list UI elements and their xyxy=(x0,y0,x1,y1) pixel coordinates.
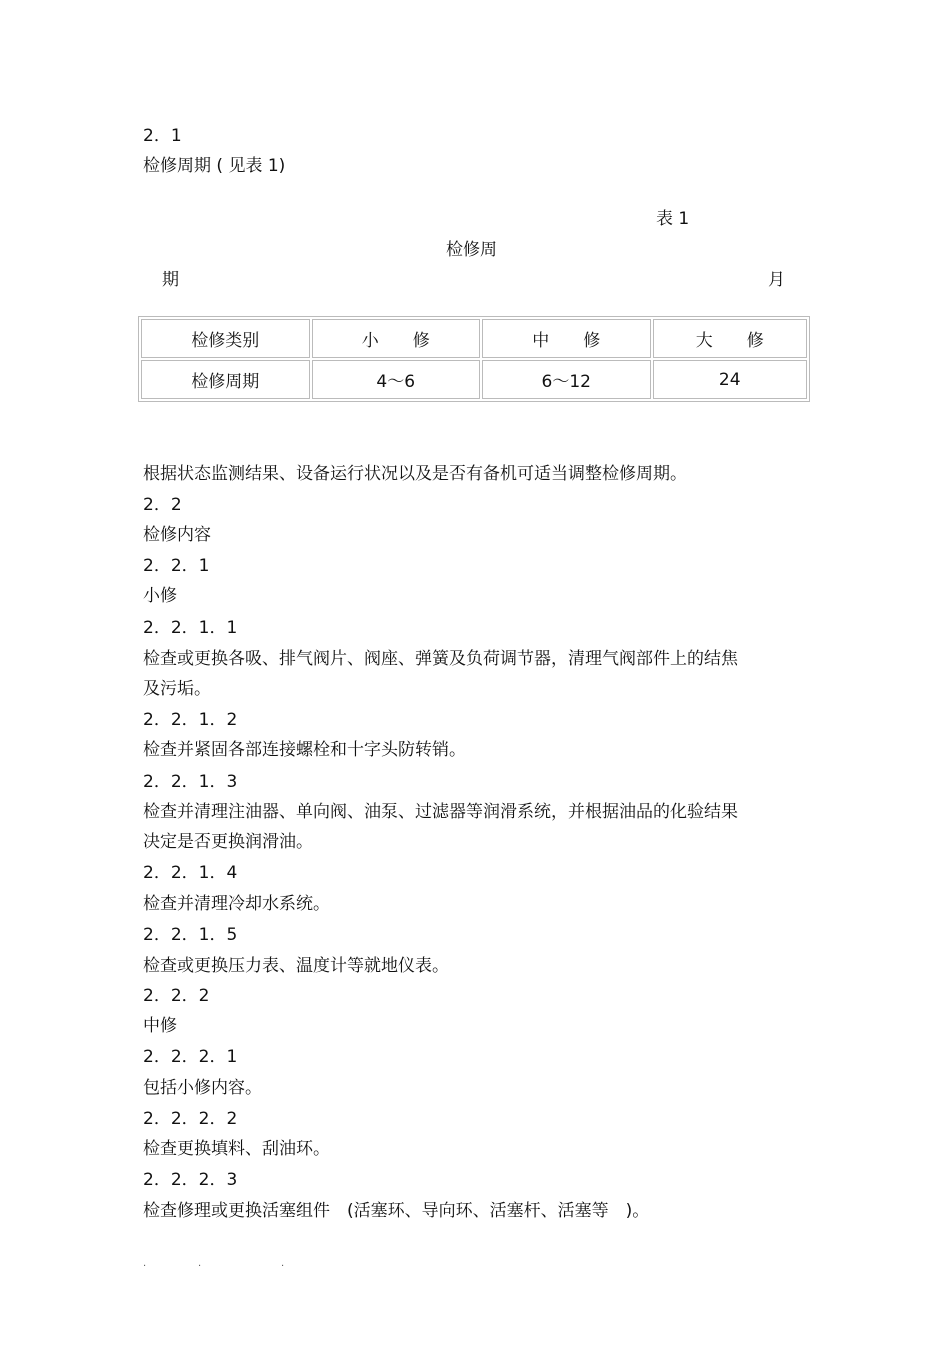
item-text: 检查或更换压力表、温度计等就地仪表。 xyxy=(143,956,449,976)
item-text: 检查并紧固各部连接螺栓和十字头防转销。 xyxy=(143,740,466,760)
item-text: 小修 xyxy=(143,586,177,606)
table-cell: 检修周期 xyxy=(141,360,310,399)
maintenance-cycle-table xyxy=(138,316,810,402)
table-cell: 4～6 xyxy=(312,360,481,399)
item-number: 2．2．1 xyxy=(143,556,210,576)
table-cell: 中 修 xyxy=(482,319,651,358)
table-row xyxy=(141,319,807,358)
item-text: 检修内容 xyxy=(143,525,211,545)
item-text: 包括小修内容。 xyxy=(143,1078,262,1098)
item-number: 2．2．2．2 xyxy=(143,1109,238,1129)
item-number: 2．2．1．3 xyxy=(143,772,238,792)
table-row xyxy=(141,360,807,399)
footer-dot: . xyxy=(198,1258,202,1269)
item-text: 检查更换填料、刮油环。 xyxy=(143,1139,330,1159)
item-number: 2．2．2．3 xyxy=(143,1170,238,1190)
item-number: 2．2．1．2 xyxy=(143,710,238,730)
table-cell: 24 xyxy=(653,360,808,399)
item-number: 2．2．2．1 xyxy=(143,1047,238,1067)
item-text: 检查或更换各吸、排气阀片、阀座、弹簧及负荷调节器，清理气阀部件上的结焦 xyxy=(143,649,738,669)
section-number: 2．1 xyxy=(143,126,182,146)
item-text: 检查并清理注油器、单向阀、油泵、过滤器等润滑系统，并根据油品的化验结果 xyxy=(143,802,738,822)
item-text: 检查修理或更换活塞组件 (活塞环、导向环、活塞杆、活塞等 )。 xyxy=(143,1201,650,1221)
item-number: 2．2 xyxy=(143,495,182,515)
table-cell: 6～12 xyxy=(482,360,651,399)
table-cell: 大 修 xyxy=(653,319,808,358)
item-text: 及污垢。 xyxy=(143,679,211,699)
table-caption: 表 1 xyxy=(656,209,690,229)
item-number: 2．2．1．4 xyxy=(143,863,238,883)
footer-dot: . xyxy=(143,1258,147,1269)
item-number: 2．2．1．5 xyxy=(143,925,238,945)
table-header-line1: 检修周 xyxy=(446,240,497,260)
section-title: 检修周期 ( 见表 1) xyxy=(143,156,286,176)
table-cell: 检修类别 xyxy=(141,319,310,358)
item-number: 2．2．1．1 xyxy=(143,618,238,638)
item-text: 中修 xyxy=(143,1016,177,1036)
item-number: 2．2．2 xyxy=(143,986,210,1006)
item-text: 决定是否更换润滑油。 xyxy=(143,832,313,852)
table-cell: 小 修 xyxy=(312,319,481,358)
item-text: 检查并清理冷却水系统。 xyxy=(143,894,330,914)
table-note: 根据状态监测结果、设备运行状况以及是否有备机可适当调整检修周期。 xyxy=(143,464,687,484)
table-header-line2-left: 期 xyxy=(162,270,179,290)
footer-dot: . xyxy=(281,1258,285,1269)
table-header-line2-unit: 月 xyxy=(768,270,785,290)
